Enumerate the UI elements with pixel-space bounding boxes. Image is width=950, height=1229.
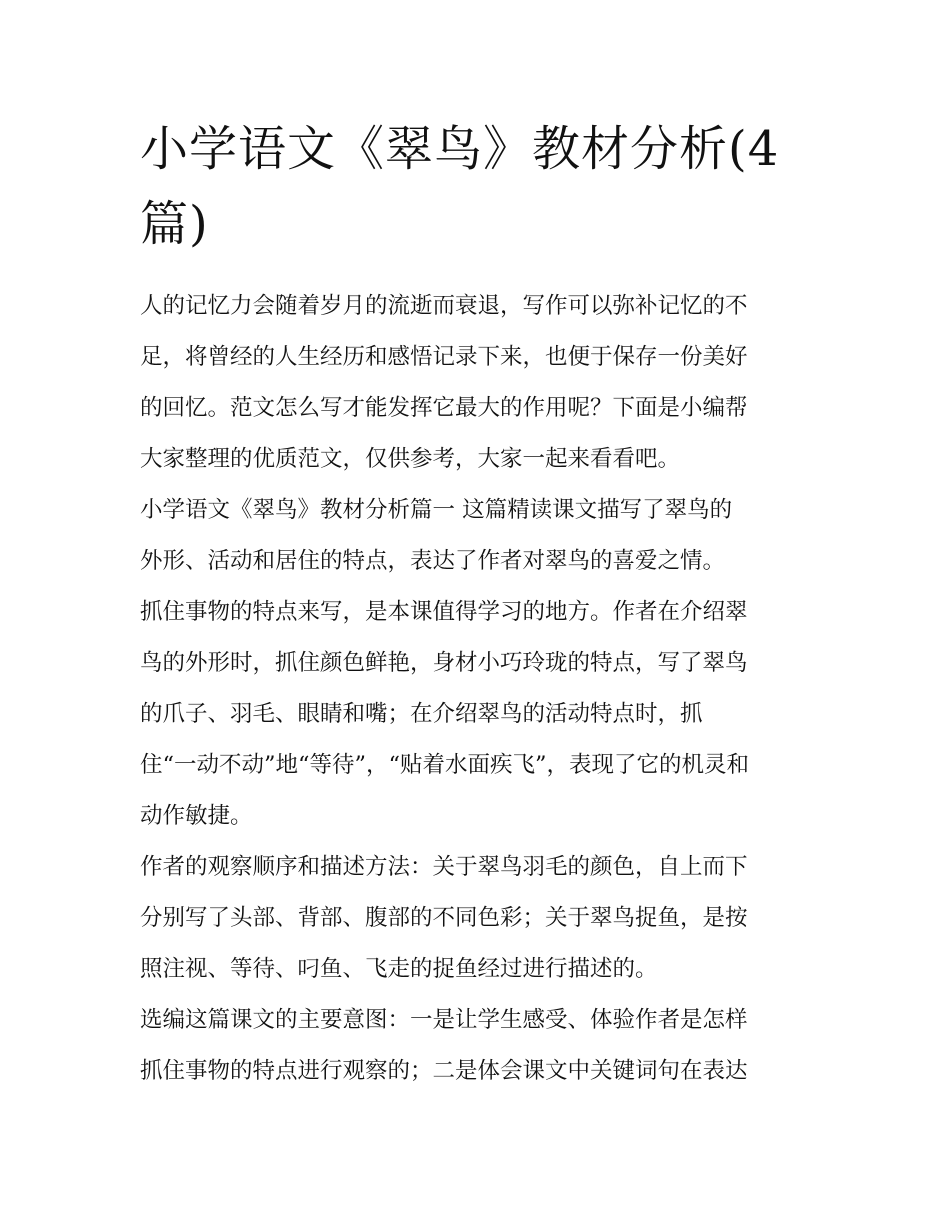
paragraph-features: [140, 587, 820, 842]
paragraph-intent: [140, 995, 820, 1097]
document-page: [140, 112, 820, 1097]
text-line: 的爪子、羽毛、眼睛和嘴；在介绍翠鸟的活动特点时，抓: [140, 701, 703, 727]
text-line: 的回忆。范文怎么写才能发挥它最大的作用呢？下面是小编帮: [140, 395, 748, 421]
text-line: 抓住事物的特点来写，是本课值得学习的地方。作者在介绍翠: [140, 599, 748, 625]
text-line: 抓住事物的特点进行观察的；二是体会课文中关键词句在表达: [140, 1058, 748, 1084]
text-line: 外形、活动和居住的特点，表达了作者对翠鸟的喜爱之情。: [140, 548, 726, 574]
text-line: 分别写了头部、背部、腹部的不同色彩；关于翠鸟捉鱼，是按: [140, 905, 748, 931]
text-line: 足，将曾经的人生经历和感悟记录下来，也便于保存一份美好: [140, 344, 748, 370]
paragraph-observation: [140, 842, 820, 995]
text-line: 选编这篇课文的主要意图：一是让学生感受、体验作者是怎样: [140, 1007, 748, 1033]
text-line: 鸟的外形时，抓住颜色鲜艳，身材小巧玲珑的特点，写了翠鸟: [140, 650, 748, 676]
text-line: 小学语文《翠鸟》教材分析篇一 这篇精读课文描写了翠鸟的: [140, 497, 733, 523]
document-body: [140, 281, 820, 1097]
text-line: 大家整理的优质范文，仅供参考，大家一起来看看吧。: [140, 446, 681, 472]
paragraph-section-one: [140, 485, 820, 587]
text-line: 动作敏捷。: [140, 803, 253, 829]
text-line: 作者的观察顺序和描述方法：关于翠鸟羽毛的颜色，自上而下: [140, 854, 748, 880]
text-line: 照注视、等待、叼鱼、飞走的捉鱼经过进行描述的。: [140, 956, 658, 982]
text-line: 住“一动不动”地“等待”，“贴着水面疾飞”，表现了它的机灵和: [140, 752, 750, 778]
paragraph-intro: [140, 281, 820, 485]
text-line: 人的记忆力会随着岁月的流逝而衰退，写作可以弥补记忆的不: [140, 293, 748, 319]
document-title: 小学语文《翠鸟》教材分析(4篇): [140, 121, 780, 252]
